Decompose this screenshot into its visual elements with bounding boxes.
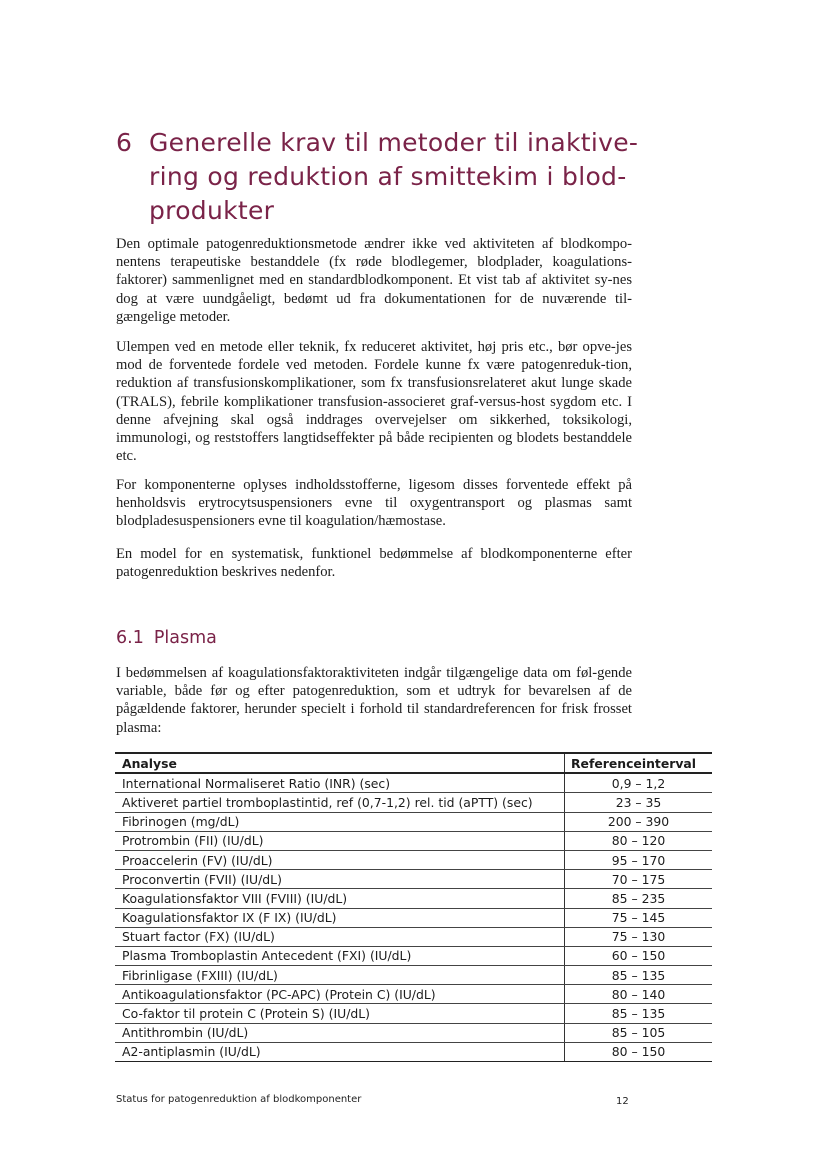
chapter-title	[149, 126, 669, 228]
table-row	[115, 793, 712, 812]
cell-referenceinterval: 70 – 175	[565, 870, 713, 889]
cell-referenceinterval: 75 – 130	[565, 927, 713, 946]
table-row	[115, 927, 712, 946]
cell-analyse: Co-faktor til protein C (Protein S) (IU/dL)	[115, 1004, 565, 1023]
cell-referenceinterval: 200 – 390	[565, 812, 713, 831]
column-header-analyse: Analyse	[115, 753, 565, 773]
table-row	[115, 1004, 712, 1023]
cell-analyse: Koagulationsfaktor IX (F IX) (IU/dL)	[115, 908, 565, 927]
reference-table	[115, 752, 712, 1062]
cell-referenceinterval: 85 – 135	[565, 966, 713, 985]
page-number: 12	[616, 1096, 629, 1107]
paragraph-3: For komponenterne oplyses indholdsstofferne, ligesom disses forventede effekt på henholdsvis erytrocytsuspensioners evne til oxygentransport og plasmas samt blodpladesuspensioners evne til koagulation/hæmostase.	[116, 477, 632, 530]
cell-analyse: A2-antiplasmin (IU/dL)	[115, 1042, 565, 1061]
paragraph-2: Ulempen ved en metode eller teknik, fx reduceret aktivitet, høj pris etc., bør opve-jes mod de forventede fordele ved metoden. Fordele kunne fx være patogenreduk-tion, reduktion af transfusionskomplikationer, som fx transfusionsrelateret akut lunge skade (TRALS), febrile komplikationer transfusion-associeret graf-versus-host sygdom etc. I denne afvejning skal også inddrages overvejelser om sikkerhed, toksikologi, immunologi, og reststoffers langtidseffekter på både recipienten og blodets bestanddele etc.	[116, 339, 632, 465]
section-heading	[116, 628, 217, 648]
table-row	[115, 889, 712, 908]
cell-referenceinterval: 80 – 120	[565, 831, 713, 850]
table-row	[115, 1042, 712, 1061]
table-row	[115, 985, 712, 1004]
chapter-title-line: ring og reduktion af smittekim i blod-	[149, 162, 627, 191]
chapter-title-line: Generelle krav til metoder til inaktive-	[149, 128, 639, 157]
cell-referenceinterval: 85 – 135	[565, 1004, 713, 1023]
table-row	[115, 850, 712, 869]
column-header-referenceinterval: Referenceinterval	[571, 755, 697, 771]
cell-referenceinterval: 80 – 140	[565, 985, 713, 1004]
section-intro: I bedømmelsen af koagulationsfaktoraktiviteten indgår tilgængelige data om føl-gende variable, både før og efter patogenreduktion, som et udtryk for bevarelsen af de pågældende faktorer, herunder specielt i forhold til standardreferencen for frisk frosset plasma:	[116, 665, 632, 736]
section-title: Plasma	[153, 628, 217, 648]
table-row	[115, 1023, 712, 1042]
cell-referenceinterval: 75 – 145	[565, 908, 713, 927]
cell-analyse: Fibrinligase (FXIII) (IU/dL)	[115, 966, 565, 985]
cell-referenceinterval: 23 – 35	[565, 793, 713, 812]
paragraph-1: Den optimale patogenreduktionsmetode ændrer ikke ved aktiviteten af blodkompo-nentens terapeutiske bestanddele (fx røde blodlegemer, blodplader, koagulations-faktorer) sammenlignet med en standardblodkomponent. Et vist tab af aktivitet sy-nes dog at være uundgåeligt, bedømt ud fra dokumentationen for de nuværende til-gængelige metoder.	[116, 236, 632, 325]
cell-analyse: Aktiveret partiel tromboplastintid, ref (0,7-1,2) rel. tid (aPTT) (sec)	[115, 793, 565, 812]
table-row	[115, 946, 712, 965]
chapter-title-line: produkter	[149, 196, 275, 225]
cell-referenceinterval: 95 – 170	[565, 850, 713, 869]
chapter-number: 6	[116, 128, 133, 157]
footer-title: Status for patogenreduktion af blodkomponenter	[116, 1094, 362, 1105]
cell-referenceinterval: 60 – 150	[565, 946, 713, 965]
table-row	[115, 870, 712, 889]
cell-analyse: Stuart factor (FX) (IU/dL)	[115, 927, 565, 946]
cell-analyse: Plasma Tromboplastin Antecedent (FXI) (IU/dL)	[115, 946, 565, 965]
cell-referenceinterval: 85 – 105	[565, 1023, 713, 1042]
cell-referenceinterval: 80 – 150	[565, 1042, 713, 1061]
cell-referenceinterval: 0,9 – 1,2	[565, 773, 713, 793]
cell-analyse: Proconvertin (FVII) (IU/dL)	[115, 870, 565, 889]
table-row	[115, 966, 712, 985]
cell-analyse: Antikoagulationsfaktor (PC-APC) (Protein C) (IU/dL)	[115, 985, 565, 1004]
paragraph-4: En model for en systematisk, funktionel bedømmelse af blodkomponenterne efter patogenreduktion beskrives nedenfor.	[116, 546, 632, 581]
cell-analyse: Protrombin (FII) (IU/dL)	[115, 831, 565, 850]
cell-analyse: Antithrombin (IU/dL)	[115, 1023, 565, 1042]
table-row	[115, 812, 712, 831]
table-row	[115, 831, 712, 850]
table-row	[115, 773, 712, 793]
cell-analyse: International Normaliseret Ratio (INR) (sec)	[115, 773, 565, 793]
table-header-row	[115, 753, 712, 773]
cell-analyse: Proaccelerin (FV) (IU/dL)	[115, 850, 565, 869]
cell-analyse: Fibrinogen (mg/dL)	[115, 812, 565, 831]
section-number: 6.1	[116, 628, 144, 648]
cell-analyse: Koagulationsfaktor VIII (FVIII) (IU/dL)	[115, 889, 565, 908]
cell-referenceinterval: 85 – 235	[565, 889, 713, 908]
table-body	[115, 773, 712, 1061]
table-row	[115, 908, 712, 927]
